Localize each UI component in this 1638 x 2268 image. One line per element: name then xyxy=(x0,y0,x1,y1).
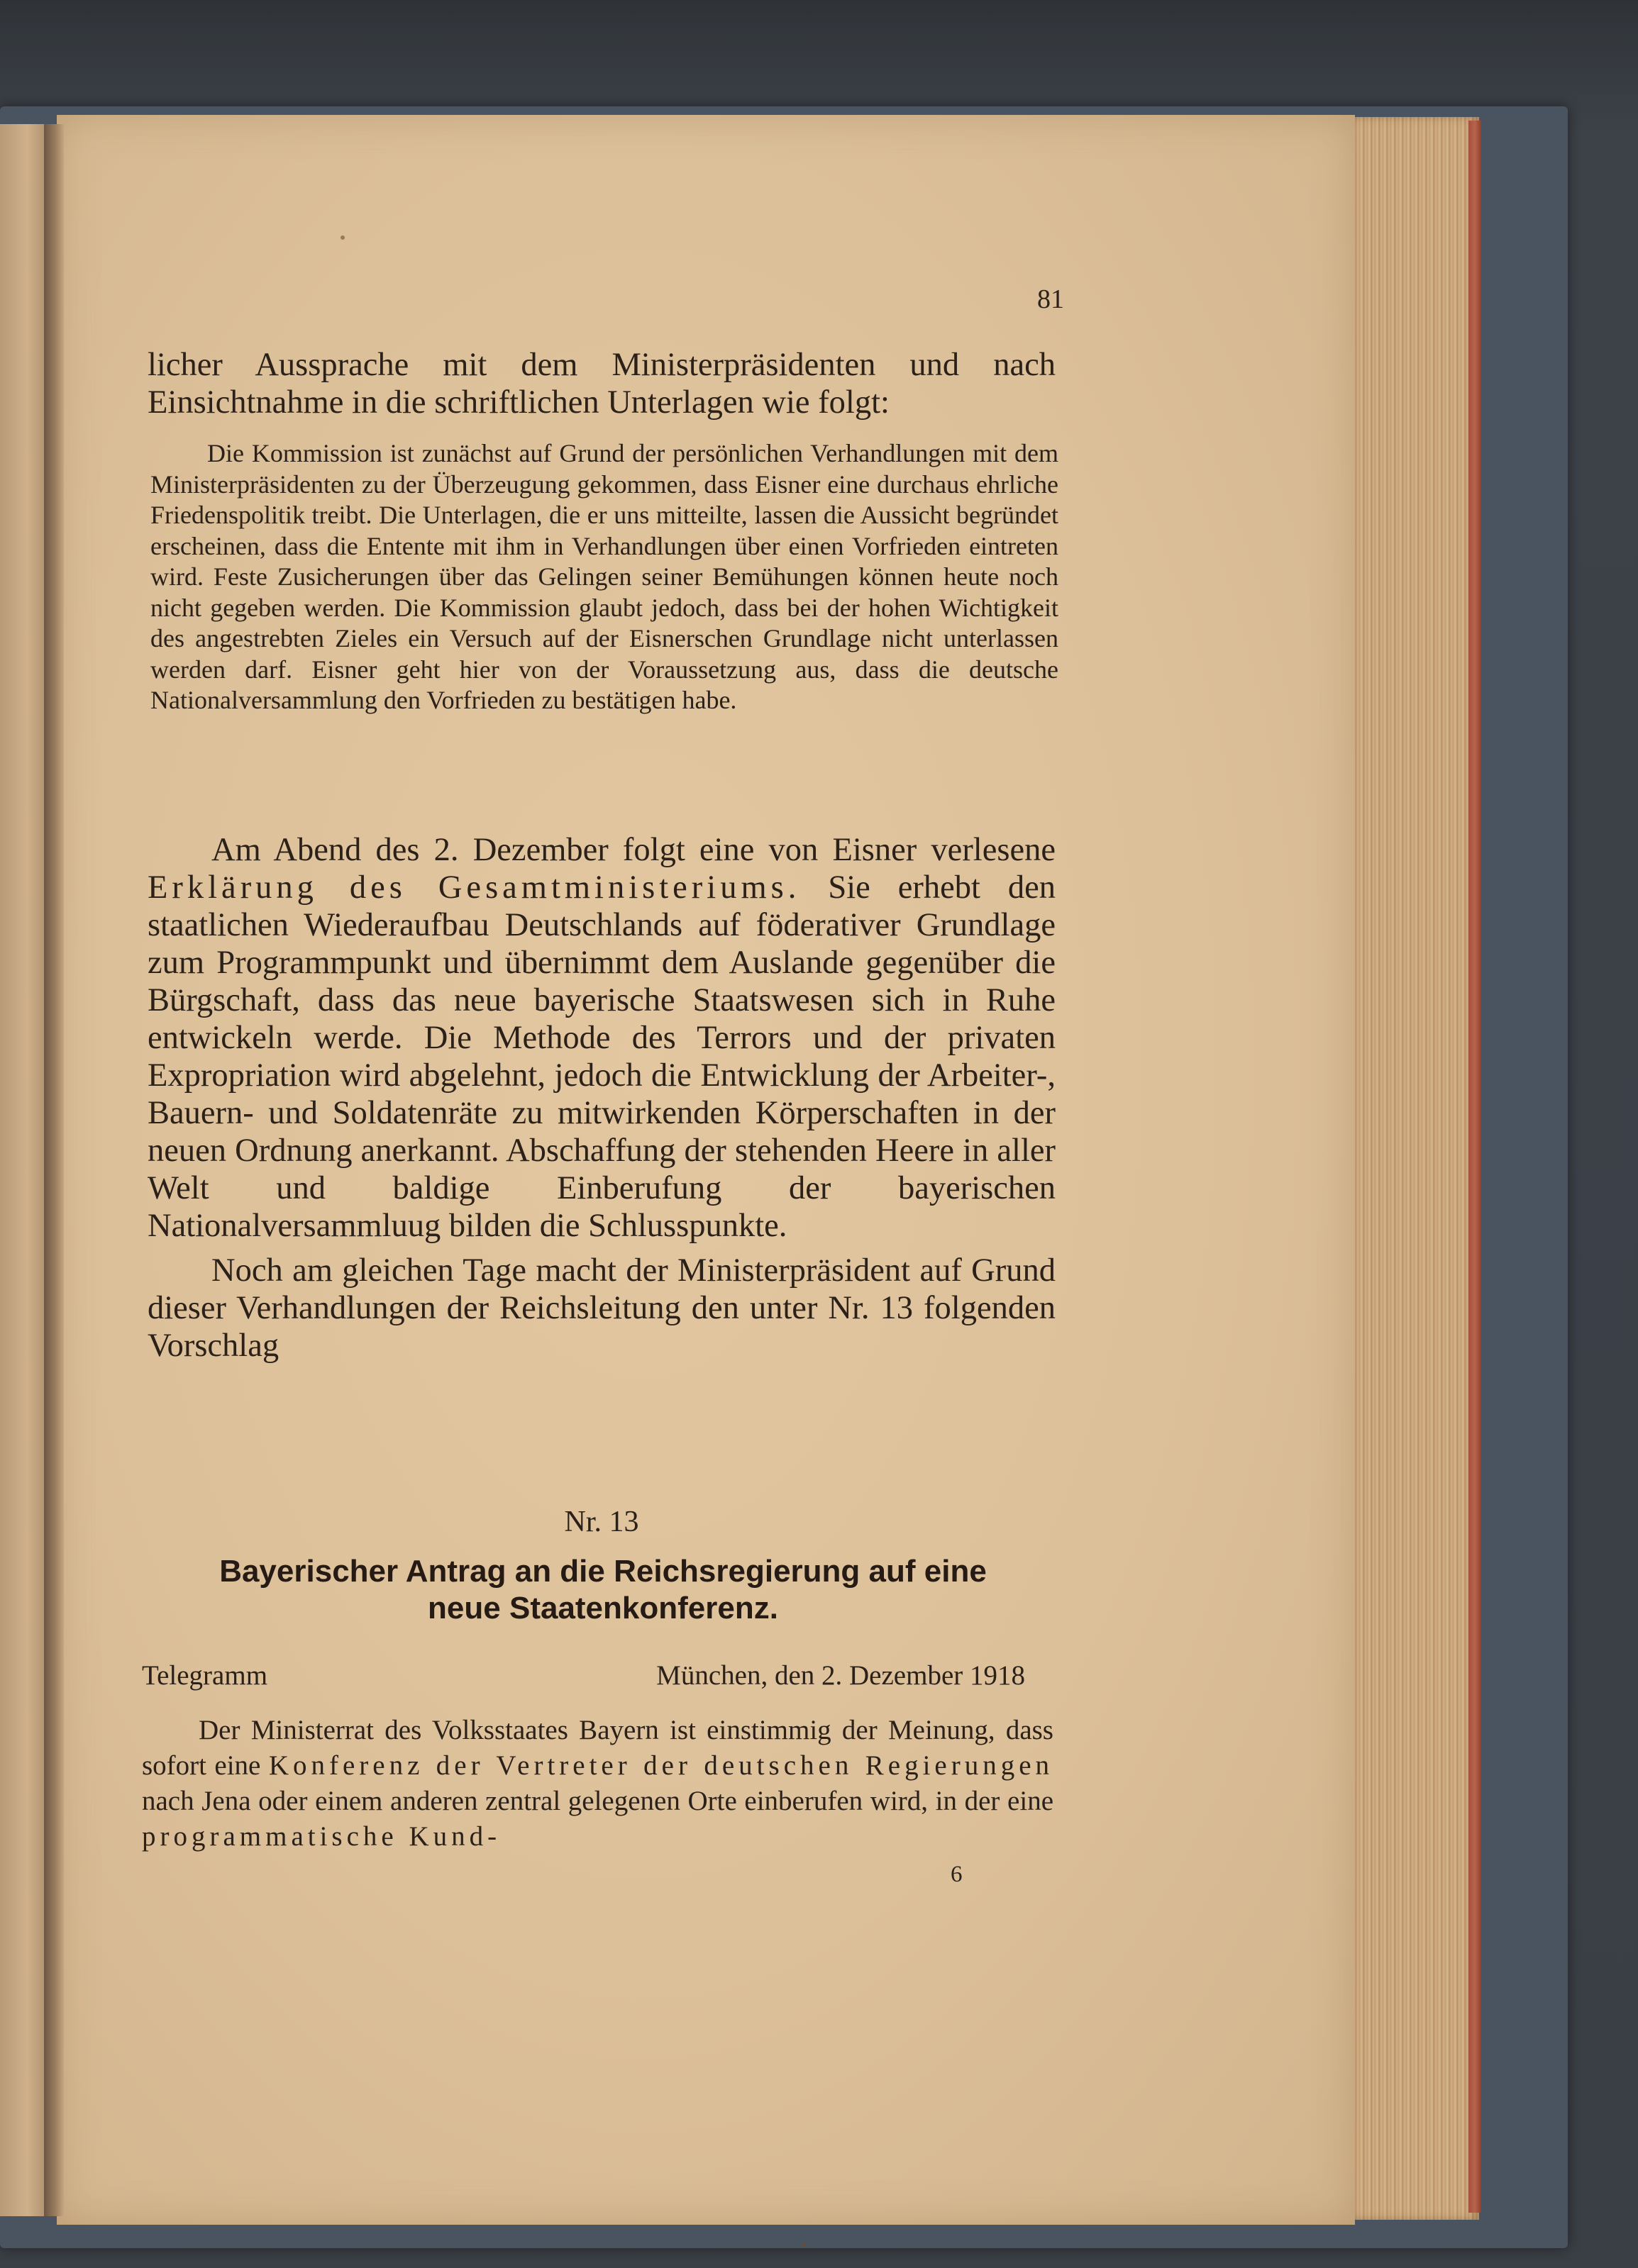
telegram-body xyxy=(142,1713,1053,1855)
main-text-top xyxy=(148,346,1056,421)
continuation-paragraph: licher Aussprache mit dem Ministerpräsidenten und nach Einsichtnahme in die schriftlichen Unterlagen wie folgt: xyxy=(148,347,1056,421)
signature-mark: 6 xyxy=(951,1862,963,1887)
telegram-emphasis-2: programmatische Kund- xyxy=(142,1821,502,1852)
declaration-emphasis: Erklärung des Gesamtministeriums. xyxy=(148,869,801,906)
main-text-middle xyxy=(148,831,1056,1364)
paper-speck xyxy=(802,2242,806,2247)
telegram-body-start: Der Ministerrat des Volksstaates Bayern ist einstimmig der Meinung, dass sofort eine xyxy=(142,1715,1053,1781)
document-title-line-2: neue Staatenkonferenz. xyxy=(428,1591,778,1625)
red-page-edge xyxy=(1468,121,1481,2213)
quote-block xyxy=(150,438,1058,716)
telegram-label: Telegramm xyxy=(142,1660,268,1691)
document-title-line-1: Bayerischer Antrag an die Reichsregierung auf eine xyxy=(219,1554,987,1589)
commission-quote: Die Kommission ist zunächst auf Grund der persönlichen Verhandlungen mit dem Ministerpräsidenten zu der Überzeugung gekommen, dass Eisner eine durchaus ehrliche Friedenspolitik treibt. Die Unterlagen, die er uns mitteilte, lassen die Aussicht begründet erscheinen, dass die Entente mit ihm in Verhandlungen über einen Vorfrieden eintreten wird. Feste Zusicherungen über das Gelingen seiner Bemühungen können heute noch nicht gegeben werden. Die Kommission glaubt jedoch, dass bei der hohen Wichtigkeit des angestrebten Zieles ein Versuch auf der Eisnerschen Grundlage nicht unterlassen werden darf. Eisner geht hier von der Voraussetzung aus, dass die deutsche Nationalversammlung den Vorfrieden zu bestätigen habe. xyxy=(150,439,1058,714)
paper-speck xyxy=(341,235,345,240)
telegram-emphasis-1: Konferenz der Vertreter der deutschen Regierungen xyxy=(268,1750,1054,1781)
declaration-body: Sie erhebt den staatlichen Wiederaufbau Deutschlands auf föderativer Grundlage zum Programmpunkt und übernimmt dem Auslande gegenüber die Bürgschaft, dass das neue bayerische Staatswesen sich in Ruhe entwickeln werde. Die Methode des Terrors und der privaten Expropriation wird abgelehnt, jedoch die Entwicklung der Arbeiter-, Bauern- und Soldatenräte zu mitwirkenden Körperschaften in der neuen Ordnung anerkannt. Abschaffung der stehenden Heere in aller Welt und baldige Einberufung der bayerischen Nationalversammluug bilden die Schlusspunkte. xyxy=(148,869,1056,1244)
declaration-paragraph xyxy=(148,831,1056,1245)
left-page-edge xyxy=(0,124,50,2216)
proposal-paragraph: Noch am gleichen Tage macht der Ministerpräsident auf Grund dieser Verhandlungen der Reichsleitung den unter Nr. 13 folgenden Vorschlag xyxy=(148,1252,1056,1364)
telegram-body-middle: nach Jena oder einem anderen zentral gelegenen Orte einberufen wird, in der eine xyxy=(142,1786,1053,1816)
page-gutter xyxy=(44,124,64,2216)
page-number: 81 xyxy=(1037,284,1064,314)
place-date: München, den 2. Dezember 1918 xyxy=(656,1660,1025,1691)
document-number: Nr. 13 xyxy=(564,1506,639,1538)
declaration-intro: Am Abend des 2. Dezember folgt eine von Eisner verlesene xyxy=(211,832,1056,868)
telegram-header xyxy=(142,1660,1025,1691)
page-stack-edges xyxy=(1344,117,1479,2220)
document-title xyxy=(135,1553,1071,1627)
